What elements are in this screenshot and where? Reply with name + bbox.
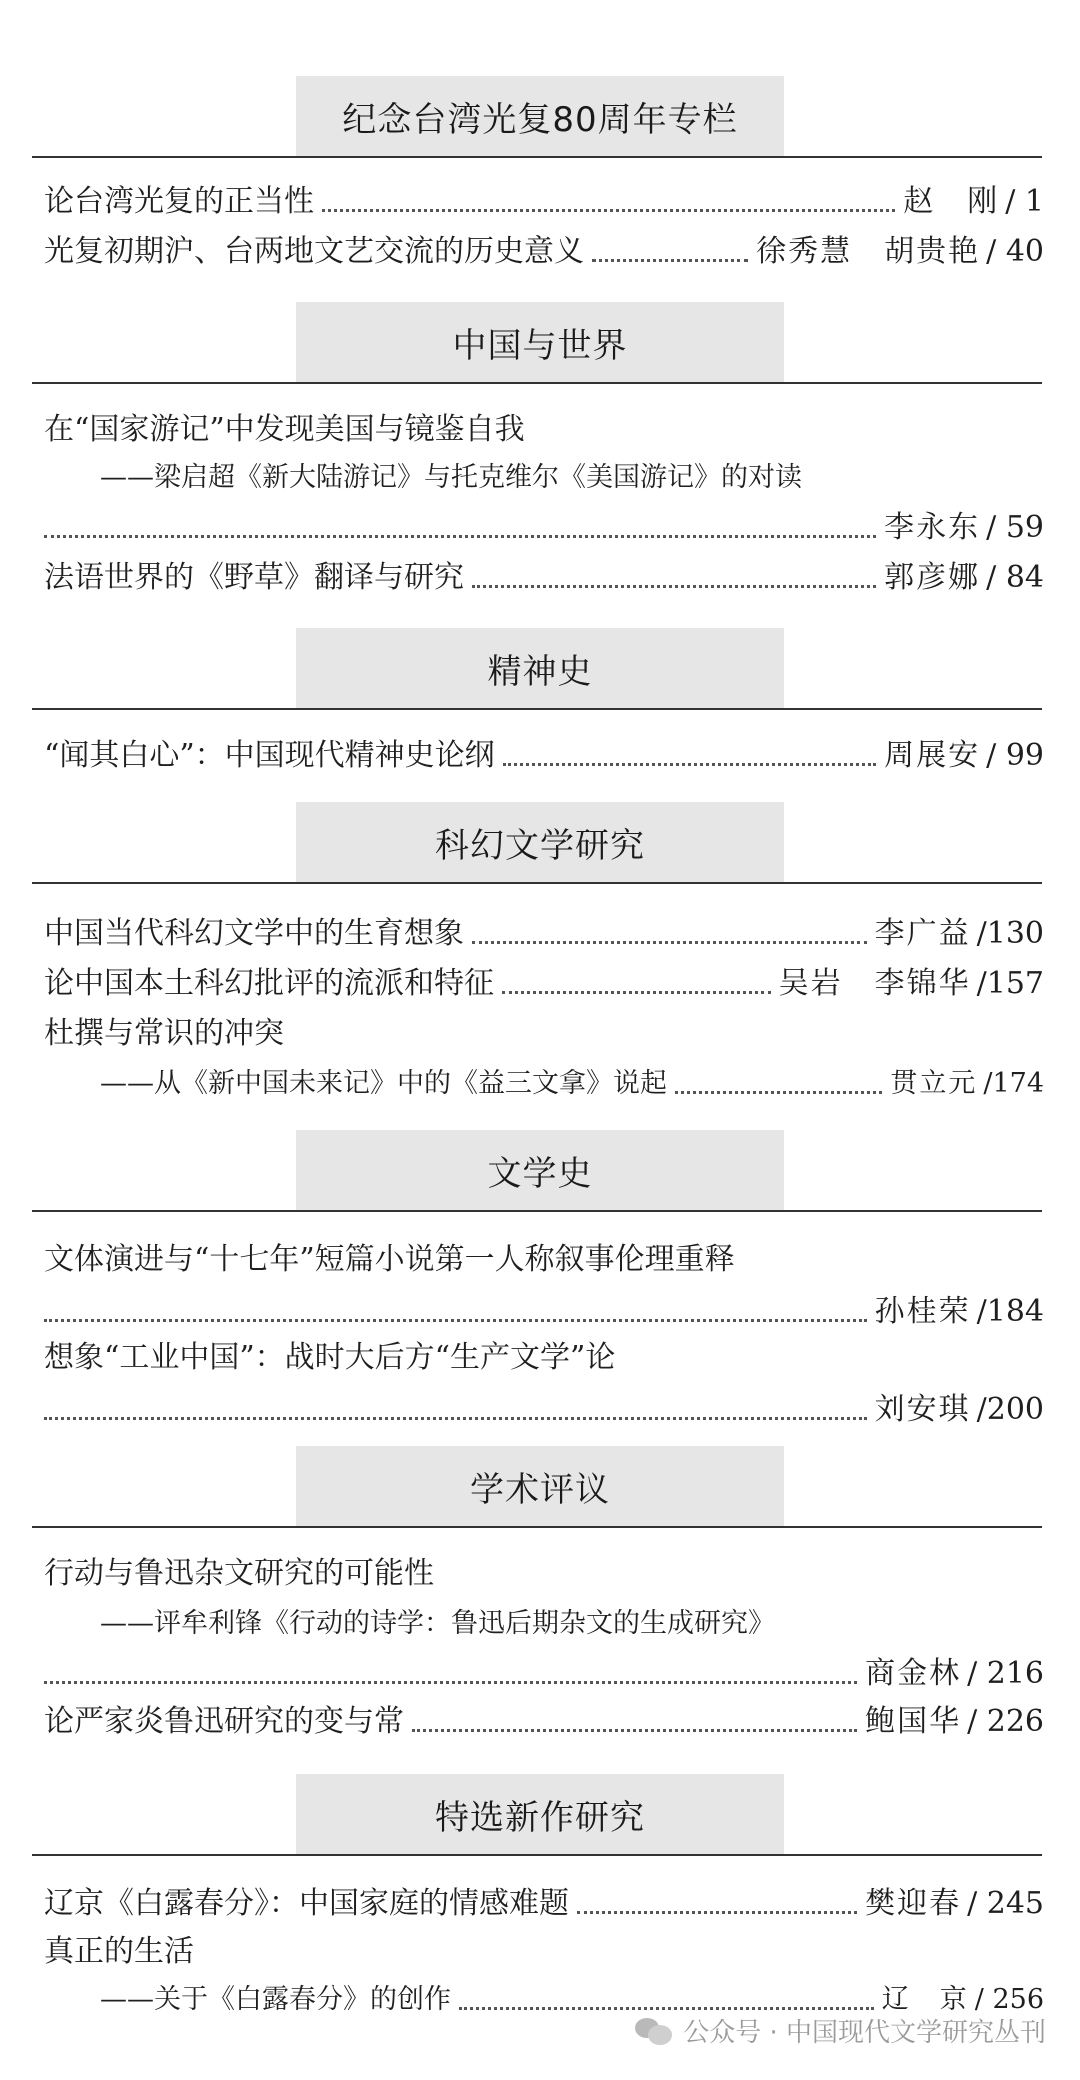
entry-page: / 84	[986, 560, 1044, 595]
entry-page: / 40	[986, 234, 1044, 269]
entry-page: / 216	[967, 1656, 1044, 1691]
section-heading: 科幻文学研究	[296, 802, 784, 882]
section-rule	[32, 708, 1042, 710]
entry-title[interactable]: 文体演进与“十七年”短篇小说第一人称叙事伦理重释	[44, 1242, 735, 1277]
toc-entry-leader	[44, 1654, 1044, 1694]
toc-entry[interactable]	[44, 1702, 1044, 1742]
toc-entry[interactable]	[44, 558, 1044, 598]
section	[0, 1446, 1080, 1538]
leader-dots	[44, 1417, 867, 1420]
section-header	[0, 302, 1080, 394]
section-rule	[32, 382, 1042, 384]
entry-title: 中国当代科幻文学中的生育想象	[44, 916, 464, 951]
entry-title: 论台湾光复的正当性	[44, 184, 314, 219]
toc-entry-leader	[44, 508, 1044, 548]
section	[0, 1130, 1080, 1222]
section	[0, 802, 1080, 894]
toc-entry[interactable]	[44, 232, 1044, 272]
watermark	[635, 2012, 1046, 2049]
toc-entry[interactable]	[44, 964, 1044, 1004]
entry-author: 孙桂荣	[874, 1294, 971, 1329]
section-heading: 文学史	[296, 1130, 784, 1210]
entry-page: /200	[976, 1392, 1044, 1427]
entry-title[interactable]: 在“国家游记”中发现美国与镜鉴自我	[44, 412, 525, 447]
leader-dots	[44, 1319, 867, 1322]
section-rule	[32, 1210, 1042, 1212]
entry-page: / 226	[967, 1704, 1044, 1739]
toc-entry[interactable]	[44, 914, 1044, 954]
section-header	[0, 802, 1080, 894]
entry-author: 李永东	[884, 510, 981, 545]
entry-author: 商金林	[865, 1656, 962, 1691]
leader-dots	[44, 1681, 857, 1684]
section-header	[0, 628, 1080, 720]
leader-dots	[44, 535, 876, 538]
entry-author: 周展安	[884, 738, 981, 773]
entry-title[interactable]: 真正的生活	[44, 1934, 194, 1969]
section	[0, 628, 1080, 720]
entry-page: / 1	[1005, 184, 1044, 219]
entry-title: “闻其白心”：中国现代精神史论纲	[44, 738, 495, 773]
section-header	[0, 1446, 1080, 1538]
entry-author: 刘安琪	[874, 1392, 971, 1427]
section-rule	[32, 1526, 1042, 1528]
section-heading: 学术评议	[296, 1446, 784, 1526]
section	[0, 1774, 1080, 1866]
entry-author: 吴岩 李锦华	[778, 966, 971, 1001]
section	[0, 76, 1080, 168]
entry-page: / 99	[986, 738, 1044, 773]
entry-title: 辽京《白露春分》：中国家庭的情感难题	[44, 1886, 569, 1921]
toc-entry-leader	[44, 1390, 1044, 1430]
entry-title[interactable]: 想象“工业中国”：战时大后方“生产文学”论	[44, 1340, 616, 1375]
leader-dots	[675, 1091, 882, 1094]
toc-entry[interactable]	[44, 1884, 1044, 1924]
entry-author: 郭彦娜	[884, 560, 981, 595]
section-heading: 中国与世界	[296, 302, 784, 382]
wechat-icon	[635, 2016, 673, 2046]
section-header	[0, 76, 1080, 168]
section-header	[0, 1774, 1080, 1866]
entry-title: 论中国本土科幻批评的流派和特征	[44, 966, 494, 1001]
entry-title[interactable]: 杜撰与常识的冲突	[44, 1016, 284, 1051]
section-header	[0, 1130, 1080, 1222]
section-heading: 精神史	[296, 628, 784, 708]
entry-page: / 256	[974, 1984, 1044, 2015]
entry-page: /130	[976, 916, 1044, 951]
entry-subtitle: ——从《新中国未来记》中的《益三文拿》说起	[100, 1068, 667, 1099]
entry-title[interactable]: 行动与鲁迅杂文研究的可能性	[44, 1556, 434, 1591]
toc-entry[interactable]	[44, 182, 1044, 222]
section-rule	[32, 156, 1042, 158]
leader-dots	[322, 209, 895, 212]
entry-title: 光复初期沪、台两地文艺交流的历史意义	[44, 234, 584, 269]
entry-page: /184	[976, 1294, 1044, 1329]
entry-author: 赵 刚	[903, 184, 1000, 219]
entry-author: 辽 京	[881, 1984, 969, 2015]
leader-dots	[459, 2007, 874, 2010]
entry-page: / 245	[967, 1886, 1044, 1921]
toc-entry-sub	[100, 1064, 1044, 1104]
leader-dots	[592, 259, 748, 262]
entry-page: / 59	[986, 510, 1044, 545]
section-heading: 纪念台湾光复80周年专栏	[296, 76, 784, 156]
entry-author: 贯立元	[890, 1068, 978, 1099]
entry-author: 鲍国华	[865, 1704, 962, 1739]
entry-title: 法语世界的《野草》翻译与研究	[44, 560, 464, 595]
entry-author: 李广益	[874, 916, 971, 951]
entry-subtitle: ——梁启超《新大陆游记》与托克维尔《美国游记》的对读	[100, 462, 802, 493]
section-rule	[32, 1854, 1042, 1856]
leader-dots	[412, 1729, 857, 1732]
leader-dots	[503, 763, 876, 766]
leader-dots	[502, 991, 771, 994]
section-rule	[32, 882, 1042, 884]
watermark-text: 公众号 · 中国现代文学研究丛刊	[683, 2018, 1046, 2048]
toc-entry-leader	[44, 1292, 1044, 1332]
entry-title: 论严家炎鲁迅研究的变与常	[44, 1704, 404, 1739]
section-heading: 特选新作研究	[296, 1774, 784, 1854]
entry-page: /157	[976, 966, 1044, 1001]
entry-author: 徐秀慧 胡贵艳	[756, 234, 981, 269]
leader-dots	[472, 941, 867, 944]
toc-entry[interactable]	[44, 736, 1044, 776]
entry-page: /174	[983, 1068, 1044, 1099]
leader-dots	[577, 1911, 857, 1914]
entry-author: 樊迎春	[865, 1886, 962, 1921]
entry-subtitle: ——评牟利锋《行动的诗学：鲁迅后期杂文的生成研究》	[100, 1608, 775, 1639]
leader-dots	[472, 585, 876, 588]
section	[0, 302, 1080, 394]
entry-subtitle: ——关于《白露春分》的创作	[100, 1984, 451, 2015]
